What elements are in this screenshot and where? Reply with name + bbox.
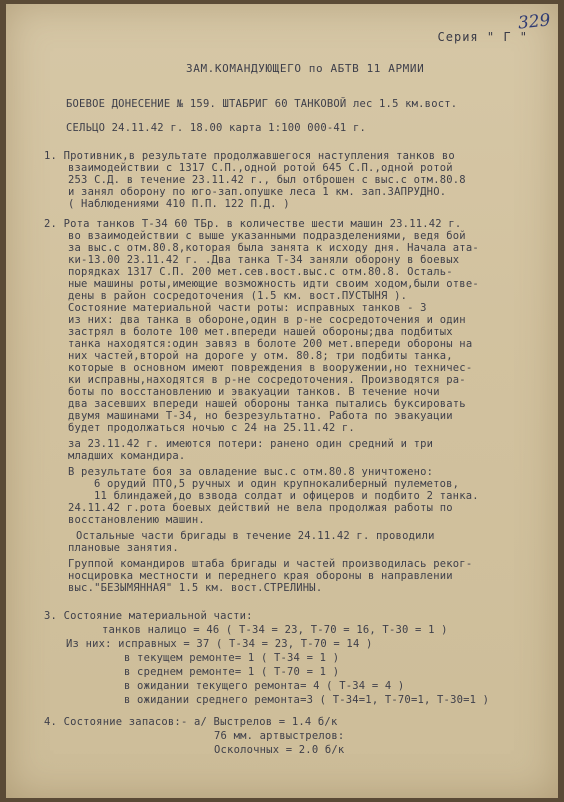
document-page [6, 4, 558, 798]
series-label: Серия " Г " [437, 30, 528, 44]
text-line: 4. Состояние запасов:- а/ Выстрелов = 1.4 б/к [44, 716, 338, 728]
text-line: Осколочных = 2.0 б/к [214, 744, 345, 756]
text-line: В результате боя за овладение выс.с отм.80.8 уничтожено: [68, 466, 434, 478]
document-header: ЗАМ.КОМАНДУЮЩЕГО по АБТВ 11 АРМИИ [186, 62, 425, 75]
text-line: боты по восстановлению и эвакуации танков. В течение ночи [68, 386, 440, 398]
text-line: взаимодействии с 1317 С.П.,одной ротой 645 С.П.,одной ротой [68, 162, 453, 174]
text-line: и занял оборону по юго-зап.опушке леса 1 км. зап.ЗАПРУДНО. [68, 186, 447, 198]
report-title: БОЕВОЕ ДОНЕСЕНИЕ № 159. ШТАБРИГ 60 ТАНКОВОЙ лес 1.5 км.вост. [66, 98, 458, 110]
text-line: во взаимодействии с выше указанными подразделениями, ведя бой [68, 230, 466, 242]
text-line: плановые занятия. [68, 542, 179, 554]
text-line: в текущем ремонте= 1 ( Т-34 = 1 ) [124, 652, 340, 664]
text-line: 253 С.Д. в течение 23.11.42 г., был отброшен с выс.с отм.80.8 [68, 174, 466, 186]
text-line: в среднем ремонте= 1 ( Т-70 = 1 ) [124, 666, 340, 678]
text-line: ки исправны,находятся в р-не сосредоточения. Производятся ра- [68, 374, 466, 386]
text-line: которые в основном имеют повреждения в вооружении,но техничес- [68, 362, 473, 374]
text-line: 11 блиндажей,до взвода солдат и офицеров и подбито 2 танка. [94, 490, 479, 502]
text-line: Группой командиров штаба бригады и частей производилась реког- [68, 558, 473, 570]
text-line: в ожидании текущего ремонта= 4 ( Т-34 = 4 ) [124, 680, 405, 692]
text-line: ные машины роты,имеющие возможность идти своим ходом,были отве- [68, 278, 479, 290]
text-line: 3. Состояние материальной части: [44, 610, 253, 622]
text-line: них частей,второй на дороге у отм. 80.8; три подбиты танка, [68, 350, 453, 362]
text-line: двумя машинами Т-34, но безрезультатно. Работа по эвакуации [68, 410, 453, 422]
text-line: порядках 1317 С.П. 200 мет.сев.вост.выс.с отм.80.8. Осталь- [68, 266, 453, 278]
text-line: ки-13.00 23.11.42 г. .Два танка Т-34 заняли оборону в боевых [68, 254, 460, 266]
text-line: младших командира. [68, 450, 186, 462]
text-line: ( Наблюдениями 410 П.П. 122 П.Д. ) [68, 198, 290, 210]
text-line: будет продолжаться ночью с 24 на 25.11.42 г. [68, 422, 355, 434]
text-line: за выс.с отм.80.8,которая была занята к исходу дня. Начала ата- [68, 242, 479, 254]
text-line: два засевших впереди нашей обороны танка пытались буксировать [68, 398, 466, 410]
text-line: восстановлению машин. [68, 514, 205, 526]
text-line: в ожидании среднего ремонта=3 ( Т-34=1, Т-70=1, Т-30=1 ) [124, 694, 490, 706]
text-line: 24.11.42 г.рота боевых действий не вела продолжая работы по [68, 502, 453, 514]
text-line: 2. Рота танков Т-34 60 ТБр. в количестве шести машин 23.11.42 г. [44, 218, 462, 230]
text-line: Остальные части бригады в течение 24.11.42 г. проводили [76, 530, 435, 542]
text-line: танков налицо = 46 ( Т-34 = 23, Т-70 = 16, Т-30 = 1 ) [102, 624, 448, 636]
text-line: 6 орудий ПТО,5 ручных и один крупнокалиберный пулеметов, [94, 478, 460, 490]
report-subtitle: СЕЛЬЦО 24.11.42 г. 18.00 карта 1:100 000-41 г. [66, 122, 366, 134]
text-line: выс."БЕЗЫМЯННАЯ" 1.5 км. вост.СТРЕЛИНЫ. [68, 582, 323, 594]
sheet-number: 329 [516, 10, 551, 34]
text-line: за 23.11.42 г. имеются потери: ранено один средний и три [68, 438, 434, 450]
text-line: танка находятся:один завяз в болоте 200 мет.впереди обороны на [68, 338, 473, 350]
text-line: Состояние материальной части роты: исправных танков - 3 [68, 302, 427, 314]
text-line: из них: два танка в обороне,один в р-не сосредоточения и один [68, 314, 466, 326]
text-line: дены в район сосредоточения (1.5 км. вост.ПУСТЫНЯ ). [68, 290, 408, 302]
text-line: носцировка местности и переднего края обороны в направлении [68, 570, 453, 582]
text-line: 1. Противник,в результате продолжавшегося наступления танков во [44, 150, 455, 162]
text-line: 76 мм. артвыстрелов: [214, 730, 345, 742]
text-line: застрял в болоте 100 мет.впереди нашей обороны;два подбитых [68, 326, 453, 338]
text-line: Из них: исправных = 37 ( Т-34 = 23, Т-70 = 14 ) [66, 638, 373, 650]
